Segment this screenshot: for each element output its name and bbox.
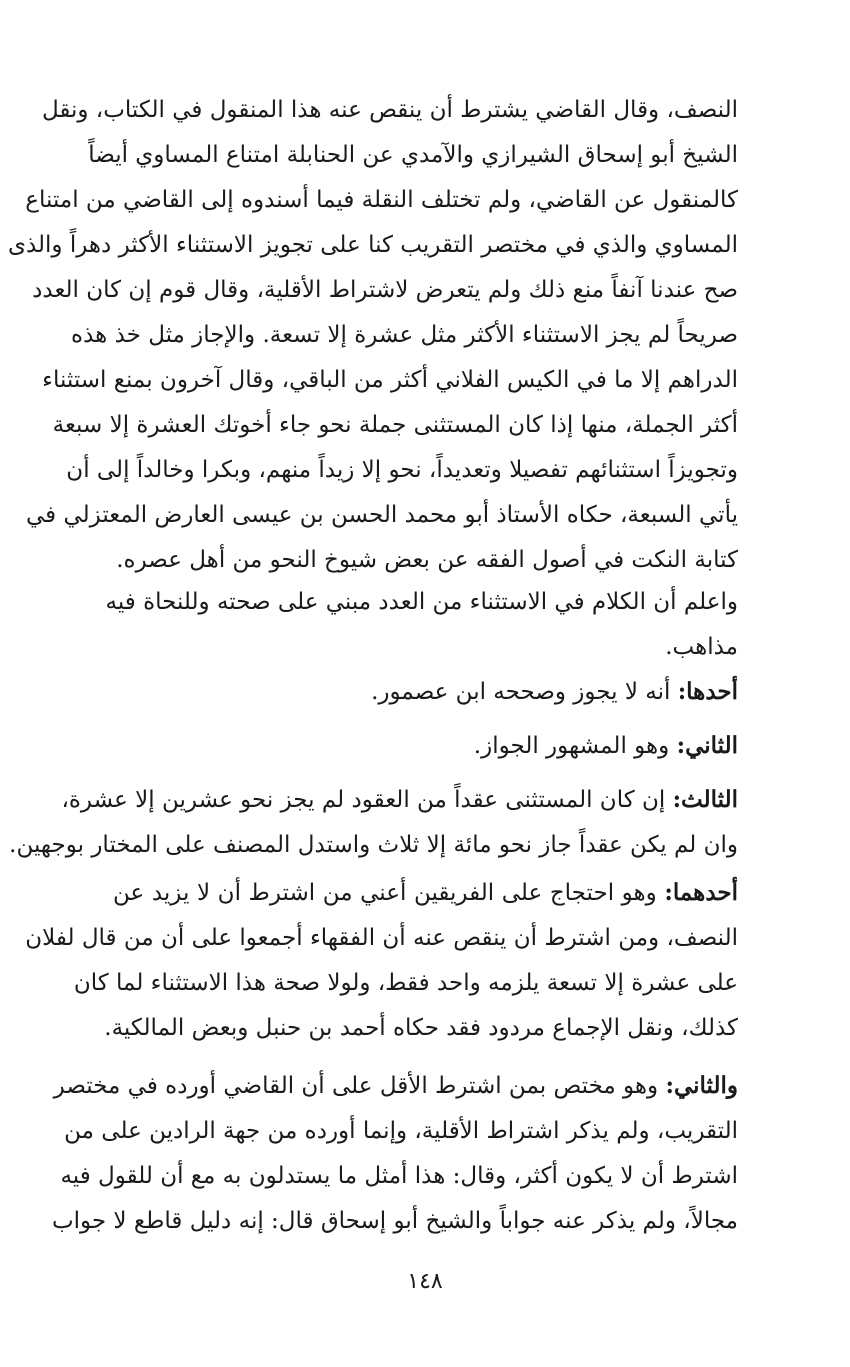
view-three-label: الثالث: — [672, 786, 738, 813]
text-line: وتجويزاً استثنائهم تفصيلا وتعديداً، نحو إلا زيداً منهم، وبكرا وخالداً إلى أن — [66, 457, 738, 483]
text-line: مذاهب. — [665, 634, 738, 660]
text-line: وان لم يكن عقداً جاز نحو مائة إلا ثلاث واستدل المصنف على المختار بوجهين. — [9, 832, 738, 858]
text-line: أكثر الجملة، منها إذا كان المستثنى جملة نحو جاء أخوتك العشرة إلا سبعة — [52, 412, 738, 438]
text-line: يأتي السبعة، حكاه الأستاذ أبو محمد الحسن بن عيسى العارض المعتزلي في — [26, 502, 738, 528]
text-line: على عشرة إلا تسعة يلزمه واحد فقط، ولولا صحة هذا الاستثناء لما كان — [73, 970, 738, 996]
view-three-text: إن كان المستثنى عقداً من العقود لم يجز نحو عشرين إلا عشرة، — [61, 787, 666, 813]
proof-one-text: وهو احتجاج على الفريقين أعني من اشترط أن لا يزيد عن — [113, 880, 657, 906]
text-line: الدراهم إلا ما في الكيس الفلاني أكثر من الباقي، وقال آخرون بمنع استثناء — [42, 367, 738, 393]
view-one-label: أحدها: — [677, 678, 738, 705]
view-one-line — [113, 668, 738, 716]
text-line: اشترط أن لا يكون أكثر، وقال: هذا أمثل ما يستدلون به مع أن للقول فيه — [60, 1163, 738, 1189]
view-one-text: أنه لا يجوز وصححه ابن عصمور. — [371, 679, 671, 705]
page-number: ١٤٨ — [407, 1269, 443, 1294]
text-line: صح عندنا آنفاً منع ذلك ولم يتعرض لاشتراط الأقلية، وقال قوم إن كان العدد — [32, 277, 738, 303]
text-line: كالمنقول عن القاضي، ولم تختلف النقلة فيما أسندوه إلى القاضي من امتناع — [25, 187, 738, 213]
proof-two-text: وهو مختص بمن اشترط الأقل على أن القاضي أورده في مختصر — [53, 1073, 659, 1099]
proof-two-line — [53, 1062, 738, 1110]
view-three-line — [61, 776, 738, 824]
text-line: كتابة النكت في أصول الفقه عن بعض شيوخ النحو من أهل عصره. — [116, 547, 738, 573]
view-two-text: وهو المشهور الجواز. — [473, 733, 670, 759]
text-line: مجالاً، ولم يذكر عنه جواباً والشيخ أبو إسحاق قال: إنه دليل قاطع لا جواب — [51, 1208, 738, 1234]
text-line: كذلك، ونقل الإجماع مردود فقد حكاه أحمد بن حنبل وبعض المالكية. — [104, 1015, 738, 1041]
text-line: التقريب، ولم يذكر اشتراط الأقلية، وإنما أورده من جهة الرادين على من — [64, 1118, 738, 1144]
text-line: واعلم أن الكلام في الاستثناء من العدد مبني على صحته وللنحاة فيه — [105, 589, 738, 615]
text-line: النصف، وقال القاضي يشترط أن ينقص عنه هذا المنقول في الكتاب، ونقل — [41, 97, 738, 123]
view-two-label: الثاني: — [676, 732, 738, 759]
text-line: صريحاً لم يجز الاستثناء الأكثر مثل عشرة إلا تسعة. والإجاز مثل خذ هذه — [71, 322, 738, 348]
proof-one-line — [113, 869, 738, 917]
text-line: الشيخ أبو إسحاق الشيرازي والآمدي عن الحنابلة امتناع المساوي أيضاً — [88, 142, 738, 168]
text-line: المساوي والذي في مختصر التقريب كنا على تجويز الاستثناء الأكثر دهراً والذى — [7, 232, 738, 258]
text-line: النصف، ومن اشترط أن ينقص عنه أن الفقهاء أجمعوا على أن من قال لفلان — [25, 925, 738, 951]
proof-two-label: والثاني: — [665, 1072, 738, 1099]
view-two-line — [113, 722, 738, 770]
proof-one-label: أحدهما: — [664, 879, 738, 906]
